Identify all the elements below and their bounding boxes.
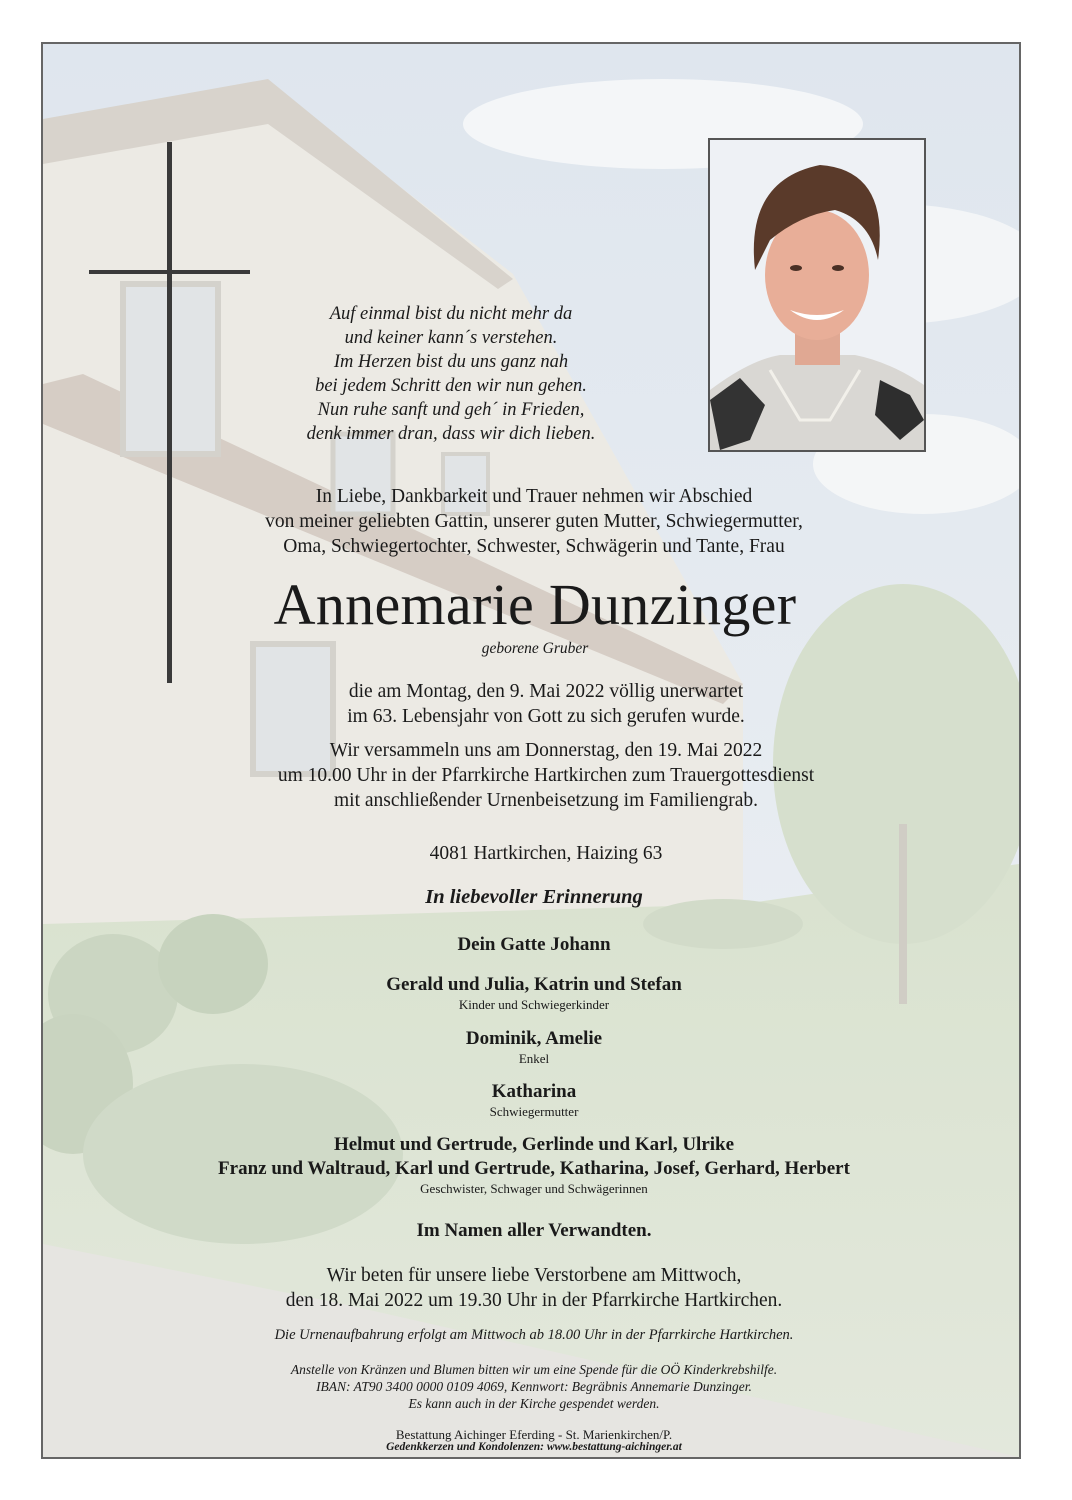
donation-line: IBAN: AT90 3400 0000 0109 4069, Kennwort: Begräbnis Annemarie Dunzinger.	[316, 1379, 752, 1394]
intro-line: In Liebe, Dankbarkeit und Trauer nehmen wir Abschied	[315, 486, 753, 507]
poem-line: Im Herzen bist du uns ganz nah	[333, 352, 569, 372]
intro-line: Oma, Schwiegertochter, Schwester, Schwägerin und Tante, Frau	[283, 536, 785, 557]
service-info	[43, 738, 1021, 813]
donation-line: Es kann auch in der Kirche gespendet werden.	[408, 1396, 660, 1411]
death-notice	[43, 679, 1021, 729]
mother-in-law-role: Schwiegermutter	[489, 1104, 579, 1119]
siblings-role: Geschwister, Schwager und Schwägerinnen	[420, 1181, 648, 1196]
prayer-line: Wir beten für unsere liebe Verstorbene am Mittwoch,	[326, 1265, 742, 1286]
undertaker: Bestattung Aichinger Eferding - St. Marienkirchen/P.	[395, 1427, 673, 1442]
grandchildren: Dominik, Amelie	[465, 1028, 603, 1049]
cross-horizontal-bar	[89, 270, 250, 274]
service-line: mit anschließender Urnenbeisetzung im Familiengrab.	[333, 790, 758, 811]
obituary-frame	[41, 42, 1021, 1459]
service-line: um 10.00 Uhr in der Pfarrkirche Hartkirchen zum Trauergottesdienst	[277, 765, 815, 786]
spouse: Dein Gatte Johann	[457, 934, 611, 955]
children: Gerald und Julia, Katrin und Stefan	[386, 974, 682, 995]
grandchildren-role: Enkel	[518, 1051, 550, 1066]
poem	[159, 302, 743, 446]
children-role: Kinder und Schwiegerkinder	[458, 997, 610, 1012]
prayer-line: den 18. Mai 2022 um 19.30 Uhr in der Pfarrkirche Hartkirchen.	[285, 1290, 783, 1311]
siblings-line-1: Helmut und Gertrude, Gerlinde und Karl, Ulrike	[333, 1134, 735, 1155]
urn-note: Die Urnenaufbahrung erfolgt am Mittwoch ab 18.00 Uhr in der Pfarrkirche Hartkirchen.	[274, 1327, 794, 1343]
maiden-name: geborene Gruber	[481, 640, 589, 657]
service-line: Wir versammeln uns am Donnerstag, den 19. Mai 2022	[329, 740, 763, 761]
death-line: im 63. Lebensjahr von Gott zu sich gerufen wurde.	[347, 706, 745, 727]
all-relatives: Im Namen aller Verwandten.	[416, 1220, 652, 1241]
poem-line: Auf einmal bist du nicht mehr da	[329, 304, 573, 324]
address: 4081 Hartkirchen, Haizing 63	[429, 843, 663, 864]
poem-line: und keiner kann´s verstehen.	[344, 328, 558, 348]
siblings-line-2: Franz und Waltraud, Karl und Gertrude, Katharina, Josef, Gerhard, Herbert	[218, 1158, 850, 1179]
farewell-intro	[43, 484, 1021, 559]
mother-in-law: Katharina	[491, 1081, 577, 1102]
poem-line: Nun ruhe sanft und geh´ in Frieden,	[317, 400, 585, 420]
donation-note	[43, 1361, 1021, 1412]
poem-line: bei jedem Schritt den wir nun gehen.	[315, 376, 587, 396]
deceased-name: Annemarie Dunzinger	[273, 572, 797, 637]
poem-line: denk immer dran, dass wir dich lieben.	[306, 424, 596, 444]
condolences-link[interactable]: Gedenkkerzen und Kondolenzen: www.bestattung-aichinger.at	[386, 1441, 682, 1453]
donation-line: Anstelle von Kränzen und Blumen bitten wir um eine Spende für die OÖ Kinderkrebshilfe.	[290, 1362, 778, 1377]
death-line: die am Montag, den 9. Mai 2022 völlig unerwartet	[348, 681, 744, 702]
memory-heading: In liebevoller Erinnerung	[425, 886, 643, 908]
intro-line: von meiner geliebten Gattin, unserer guten Mutter, Schwiegermutter,	[265, 511, 803, 532]
prayer-info	[43, 1263, 1021, 1313]
